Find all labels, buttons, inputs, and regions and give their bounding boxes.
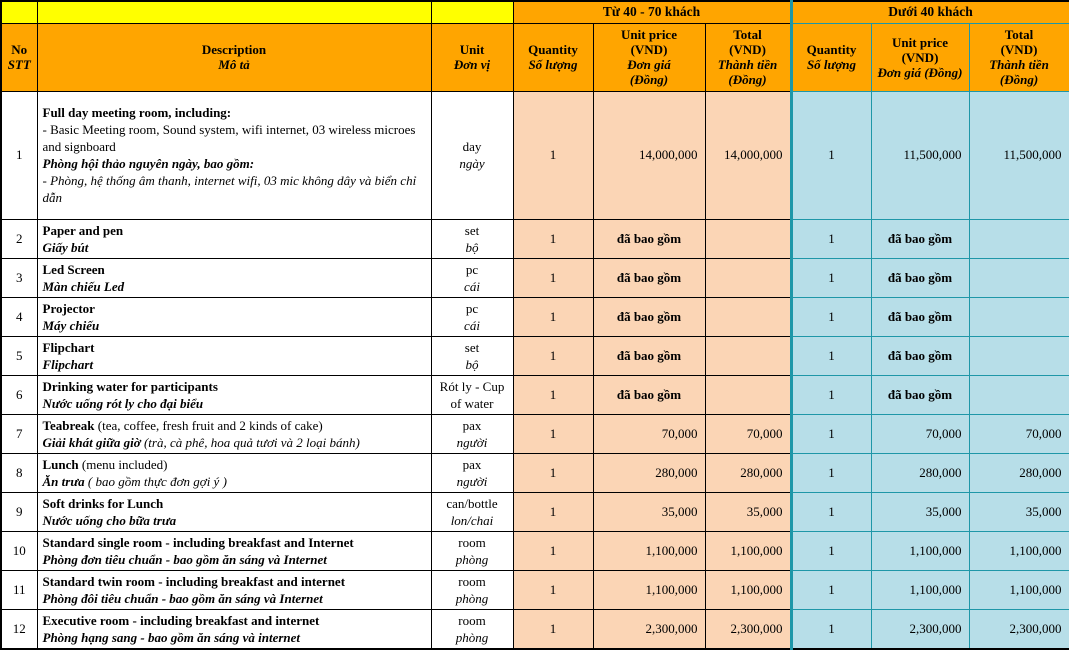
unit-line: Rót ly - Cup bbox=[439, 378, 505, 394]
quantity-cell: 1 bbox=[513, 531, 593, 570]
table-row bbox=[1, 336, 1069, 375]
unit-price-cell: 1,100,000 bbox=[593, 531, 705, 570]
unit-line: phòng bbox=[455, 629, 489, 645]
description-line: Full day meeting room, including: bbox=[42, 105, 232, 120]
unit-line: pc bbox=[465, 261, 479, 277]
col-header-quantity-left-vi: Số lượng bbox=[528, 57, 578, 72]
unit-cell bbox=[431, 531, 513, 570]
band-cell-unit bbox=[431, 1, 513, 23]
right-total-cell: 280,000 bbox=[969, 453, 1069, 492]
unit-cell bbox=[431, 570, 513, 609]
quantity-cell: 1 bbox=[513, 258, 593, 297]
total-cell: 280,000 bbox=[705, 453, 791, 492]
total-cell: 70,000 bbox=[705, 414, 791, 453]
col-header-total-right-l4: (Đồng) bbox=[999, 72, 1039, 87]
col-header-unit-price-left-l4: (Đồng) bbox=[629, 72, 669, 87]
total-cell bbox=[705, 258, 791, 297]
unit-line: người bbox=[456, 473, 488, 489]
right-total-cell bbox=[969, 336, 1069, 375]
description-cell bbox=[37, 258, 431, 297]
description-line: Màn chiếu Led bbox=[42, 278, 125, 294]
unit-cell bbox=[431, 414, 513, 453]
right-unit-price-cell: đã bao gồm bbox=[871, 258, 969, 297]
description-line: - Phòng, hệ thống âm thanh, internet wifi, 03 mic không dây và biển chỉ dẫn bbox=[42, 173, 417, 205]
right-total-cell: 11,500,000 bbox=[969, 91, 1069, 219]
description-line: Máy chiếu bbox=[42, 317, 100, 333]
row-number-cell: 12 bbox=[1, 609, 37, 649]
right-unit-price-cell: đã bao gồm bbox=[871, 219, 969, 258]
quantity-cell: 1 bbox=[513, 297, 593, 336]
description-line: Phòng đôi tiêu chuẩn - bao gồm ăn sáng và Internet bbox=[42, 590, 323, 606]
row-number-cell: 3 bbox=[1, 258, 37, 297]
total-cell: 1,100,000 bbox=[705, 570, 791, 609]
unit-line: bộ bbox=[465, 239, 479, 255]
table-row bbox=[1, 258, 1069, 297]
description-cell bbox=[37, 609, 431, 649]
description-cell bbox=[37, 336, 431, 375]
description-line: Projector bbox=[42, 300, 95, 316]
total-cell bbox=[705, 219, 791, 258]
table-row bbox=[1, 375, 1069, 414]
row-number-cell: 2 bbox=[1, 219, 37, 258]
total-cell bbox=[705, 297, 791, 336]
right-total-cell: 2,300,000 bbox=[969, 609, 1069, 649]
col-header-quantity-right-vi: Số lượng bbox=[806, 57, 857, 72]
unit-line: phòng bbox=[455, 551, 489, 567]
unit-line: người bbox=[456, 434, 488, 450]
row-number-cell: 7 bbox=[1, 414, 37, 453]
right-quantity-cell: 1 bbox=[791, 609, 871, 649]
description-line: Nước uống cho bữa trưa bbox=[42, 512, 177, 528]
col-header-total-right-l3: Thành tiền bbox=[989, 57, 1049, 72]
unit-line: of water bbox=[450, 395, 494, 411]
quantity-cell: 1 bbox=[513, 492, 593, 531]
unit-line: room bbox=[458, 573, 486, 589]
unit-line: cái bbox=[464, 317, 480, 333]
col-header-total-right-l2: (VND) bbox=[1000, 42, 1038, 57]
description-line: Phòng đơn tiêu chuẩn - bao gồm ăn sáng và Internet bbox=[42, 551, 327, 567]
description-cell bbox=[37, 570, 431, 609]
description-cell bbox=[37, 531, 431, 570]
unit-price-cell: 70,000 bbox=[593, 414, 705, 453]
quantity-cell: 1 bbox=[513, 453, 593, 492]
description-line: Executive room - including breakfast and internet bbox=[42, 612, 320, 628]
total-cell bbox=[705, 375, 791, 414]
col-header-unit-price-right bbox=[871, 23, 969, 91]
right-quantity-cell: 1 bbox=[791, 219, 871, 258]
group-header-right: Dưới 40 khách bbox=[791, 1, 1069, 23]
right-unit-price-cell: 11,500,000 bbox=[871, 91, 969, 219]
col-header-unit-price-left bbox=[593, 23, 705, 91]
row-number-cell: 10 bbox=[1, 531, 37, 570]
unit-cell bbox=[431, 453, 513, 492]
quantity-cell: 1 bbox=[513, 609, 593, 649]
total-cell: 1,100,000 bbox=[705, 531, 791, 570]
unit-price-cell: 35,000 bbox=[593, 492, 705, 531]
col-header-unit-price-left-l3: Đơn giá bbox=[627, 57, 671, 72]
unit-line: ngày bbox=[459, 156, 485, 171]
right-quantity-cell: 1 bbox=[791, 492, 871, 531]
table-row bbox=[1, 570, 1069, 609]
quantity-cell: 1 bbox=[513, 91, 593, 219]
right-unit-price-cell: đã bao gồm bbox=[871, 336, 969, 375]
unit-cell bbox=[431, 492, 513, 531]
unit-price-cell: 14,000,000 bbox=[593, 91, 705, 219]
unit-line: set bbox=[464, 222, 480, 238]
unit-cell bbox=[431, 375, 513, 414]
col-header-quantity-right bbox=[791, 23, 871, 91]
right-quantity-cell: 1 bbox=[791, 375, 871, 414]
description-line: Nước uống rót ly cho đại biểu bbox=[42, 395, 204, 411]
table-body bbox=[1, 91, 1069, 649]
right-unit-price-cell: đã bao gồm bbox=[871, 375, 969, 414]
unit-cell bbox=[431, 219, 513, 258]
quantity-cell: 1 bbox=[513, 219, 593, 258]
unit-cell bbox=[431, 609, 513, 649]
col-header-total-right-l1: Total bbox=[1004, 27, 1034, 42]
right-total-cell: 1,100,000 bbox=[969, 570, 1069, 609]
right-unit-price-cell: đã bao gồm bbox=[871, 297, 969, 336]
col-header-description-en: Description bbox=[201, 42, 267, 57]
right-quantity-cell: 1 bbox=[791, 258, 871, 297]
col-header-total-left bbox=[705, 23, 791, 91]
right-quantity-cell: 1 bbox=[791, 414, 871, 453]
row-number-cell: 9 bbox=[1, 492, 37, 531]
column-header-row bbox=[1, 23, 1069, 91]
unit-line: room bbox=[458, 534, 486, 550]
unit-line: pax bbox=[462, 456, 482, 472]
col-header-total-left-l2: (VND) bbox=[729, 42, 766, 57]
col-header-total-left-l1: Total bbox=[733, 27, 762, 42]
table-row bbox=[1, 414, 1069, 453]
description-cell bbox=[37, 375, 431, 414]
row-number-cell: 4 bbox=[1, 297, 37, 336]
description-line: Phòng hội thảo nguyên ngày, bao gồm: bbox=[42, 156, 255, 171]
description-cell bbox=[37, 453, 431, 492]
right-unit-price-cell: 2,300,000 bbox=[871, 609, 969, 649]
right-total-cell: 1,100,000 bbox=[969, 531, 1069, 570]
unit-price-cell: 2,300,000 bbox=[593, 609, 705, 649]
unit-line: cái bbox=[464, 278, 480, 294]
col-header-description bbox=[37, 23, 431, 91]
table-row bbox=[1, 609, 1069, 649]
table-row bbox=[1, 531, 1069, 570]
description-line: Phòng hạng sang - bao gồm ăn sáng và internet bbox=[42, 629, 301, 645]
unit-line: can/bottle bbox=[446, 495, 498, 511]
col-header-unit bbox=[431, 23, 513, 91]
unit-line: pc bbox=[465, 300, 479, 316]
right-unit-price-cell: 1,100,000 bbox=[871, 531, 969, 570]
description-cell bbox=[37, 219, 431, 258]
description-line: Led Screen bbox=[42, 261, 105, 277]
right-unit-price-cell: 70,000 bbox=[871, 414, 969, 453]
unit-cell bbox=[431, 297, 513, 336]
description-line: Giấy bút bbox=[42, 239, 89, 255]
col-header-unit-price-left-l2: (VND) bbox=[630, 42, 668, 57]
unit-price-cell: 1,100,000 bbox=[593, 570, 705, 609]
col-header-unit-price-right-l3: Đơn giá (Đồng) bbox=[877, 64, 963, 80]
right-total-cell: 70,000 bbox=[969, 414, 1069, 453]
description-line: Giải khát giữa giờ (trà, cà phê, hoa quả tươi và 2 loại bánh) bbox=[42, 434, 360, 450]
table-row bbox=[1, 492, 1069, 531]
right-quantity-cell: 1 bbox=[791, 336, 871, 375]
right-quantity-cell: 1 bbox=[791, 570, 871, 609]
col-header-total-left-l3: Thành tiền bbox=[717, 57, 778, 72]
col-header-total-left-l4: (Đồng) bbox=[728, 72, 767, 87]
unit-price-cell: đã bao gồm bbox=[593, 297, 705, 336]
description-line: Lunch (menu included) bbox=[42, 456, 168, 472]
col-header-quantity-left-en: Quantity bbox=[528, 42, 578, 57]
band-cell-description bbox=[37, 1, 431, 23]
unit-cell bbox=[431, 91, 513, 219]
right-total-cell bbox=[969, 375, 1069, 414]
unit-price-cell: 280,000 bbox=[593, 453, 705, 492]
right-quantity-cell: 1 bbox=[791, 453, 871, 492]
description-line: Flipchart bbox=[42, 356, 94, 372]
description-line: - Basic Meeting room, Sound system, wifi internet, 03 wireless microes and signboard bbox=[42, 122, 416, 154]
description-line: Standard single room - including breakfast and Internet bbox=[42, 534, 354, 550]
unit-line: phòng bbox=[455, 590, 489, 606]
right-total-cell bbox=[969, 258, 1069, 297]
description-line: Soft drinks for Lunch bbox=[42, 495, 164, 511]
description-line: Teabreak (tea, coffee, fresh fruit and 2 kinds of cake) bbox=[42, 417, 323, 433]
total-cell bbox=[705, 336, 791, 375]
top-band-row bbox=[1, 1, 1069, 23]
right-total-cell: 35,000 bbox=[969, 492, 1069, 531]
quantity-cell: 1 bbox=[513, 570, 593, 609]
unit-price-cell: đã bao gồm bbox=[593, 375, 705, 414]
unit-price-cell: đã bao gồm bbox=[593, 258, 705, 297]
col-header-quantity-left bbox=[513, 23, 593, 91]
description-cell bbox=[37, 91, 431, 219]
unit-cell bbox=[431, 258, 513, 297]
quantity-cell: 1 bbox=[513, 375, 593, 414]
unit-line: set bbox=[464, 339, 480, 355]
right-quantity-cell: 1 bbox=[791, 91, 871, 219]
col-header-no bbox=[1, 23, 37, 91]
right-total-cell bbox=[969, 219, 1069, 258]
right-unit-price-cell: 1,100,000 bbox=[871, 570, 969, 609]
col-header-no-en: No bbox=[11, 42, 28, 57]
table-row bbox=[1, 219, 1069, 258]
description-line: Standard twin room - including breakfast and internet bbox=[42, 573, 346, 589]
col-header-unit-price-left-l1: Unit price bbox=[621, 27, 677, 42]
total-cell: 2,300,000 bbox=[705, 609, 791, 649]
row-number-cell: 6 bbox=[1, 375, 37, 414]
table-row bbox=[1, 453, 1069, 492]
col-header-description-vi: Mô tả bbox=[218, 57, 250, 72]
unit-line: room bbox=[458, 612, 486, 628]
total-cell: 14,000,000 bbox=[705, 91, 791, 219]
col-header-unit-vi: Đơn vị bbox=[453, 57, 491, 72]
row-number-cell: 8 bbox=[1, 453, 37, 492]
band-cell-no bbox=[1, 1, 37, 23]
right-unit-price-cell: 280,000 bbox=[871, 453, 969, 492]
row-number-cell: 1 bbox=[1, 91, 37, 219]
description-line: Ăn trưa ( bao gồm thực đơn gợi ý ) bbox=[42, 473, 227, 489]
unit-price-cell: đã bao gồm bbox=[593, 336, 705, 375]
col-header-no-vi: STT bbox=[7, 57, 31, 72]
col-header-total-right bbox=[969, 23, 1069, 91]
row-number-cell: 11 bbox=[1, 570, 37, 609]
unit-line: bộ bbox=[465, 356, 479, 372]
description-line: Flipchart bbox=[42, 339, 95, 355]
quantity-cell: 1 bbox=[513, 336, 593, 375]
description-cell bbox=[37, 297, 431, 336]
col-header-quantity-right-en: Quantity bbox=[806, 42, 857, 57]
col-header-unit-price-right-l1: Unit price bbox=[892, 34, 948, 50]
total-cell: 35,000 bbox=[705, 492, 791, 531]
right-total-cell bbox=[969, 297, 1069, 336]
unit-line: day bbox=[462, 139, 482, 154]
quantity-cell: 1 bbox=[513, 414, 593, 453]
unit-line: pax bbox=[462, 417, 482, 433]
unit-cell bbox=[431, 336, 513, 375]
description-line: Drinking water for participants bbox=[42, 378, 218, 394]
table-row bbox=[1, 297, 1069, 336]
row-number-cell: 5 bbox=[1, 336, 37, 375]
col-header-unit-price-right-l2: (VND) bbox=[901, 49, 939, 65]
description-line: Paper and pen bbox=[42, 222, 124, 238]
unit-price-cell: đã bao gồm bbox=[593, 219, 705, 258]
col-header-unit-en: Unit bbox=[459, 42, 485, 57]
description-cell bbox=[37, 414, 431, 453]
group-header-left: Từ 40 - 70 khách bbox=[513, 1, 791, 23]
unit-line: lon/chai bbox=[450, 512, 494, 528]
table-row bbox=[1, 91, 1069, 219]
right-unit-price-cell: 35,000 bbox=[871, 492, 969, 531]
right-quantity-cell: 1 bbox=[791, 297, 871, 336]
description-cell bbox=[37, 492, 431, 531]
right-quantity-cell: 1 bbox=[791, 531, 871, 570]
